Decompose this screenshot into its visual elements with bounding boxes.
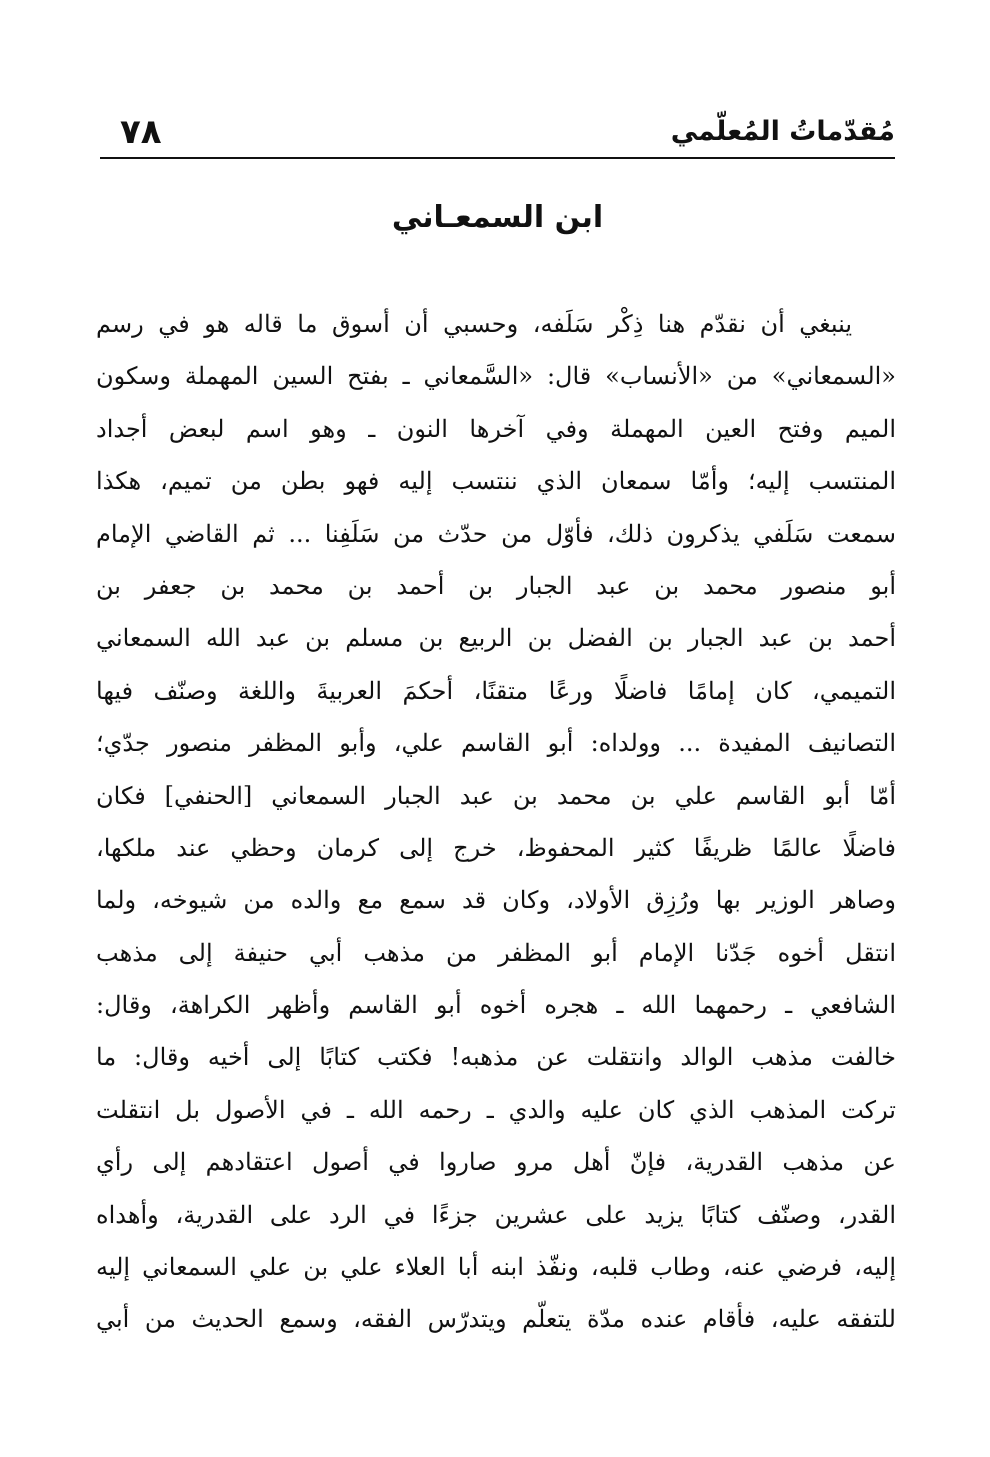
page-number: ٧٨ xyxy=(120,112,162,152)
text-line: أحمد بن عبد الجبار بن الفضل بن الربيع بن مسلم بن عبد الله السمعاني xyxy=(96,624,896,653)
text-line: سمعت سَلَفي يذكرون ذلك، فأوّل من حدّث من سَلَفِنا ... ثم القاضي الإمام xyxy=(96,519,896,548)
text-line: خالفت مذهب الوالد وانتقلت عن مذهبه! فكتب كتابًا إلى أخيه وقال: ما xyxy=(96,1043,896,1072)
text-line: التصانيف المفيدة ... وولداه: أبو القاسم علي، وأبو المظفر منصور جدّي؛ xyxy=(96,729,896,758)
text-line: «السمعاني» من «الأنساب» قال: «السَّمعاني ـ بفتح السين المهملة وسكون xyxy=(96,362,896,391)
text-line: الميم وفتح العين المهملة وفي آخرها النون ـ وهو اسم لبعض أجداد xyxy=(96,414,896,443)
body-text xyxy=(96,298,896,1346)
running-title: مُقدّماتُ المُعلّمي xyxy=(670,116,895,147)
text-line: أبو منصور محمد بن عبد الجبار بن أحمد بن محمد بن جعفر بن xyxy=(96,571,896,600)
text-line: فاضلًا عالمًا ظريفًا كثير المحفوظ، خرج إلى كرمان وحظي عند ملكها، xyxy=(96,833,896,862)
chapter-title: ابن السمعـاني xyxy=(391,200,604,235)
text-line: انتقل أخوه جَدّنا الإمام أبو المظفر من مذهب أبي حنيفة إلى مذهب xyxy=(96,938,896,967)
text-line: المنتسب إليه؛ وأمّا سمعان الذي ننتسب إليه فهو بطن من تميم، هكذا xyxy=(96,467,896,496)
text-line: للتفقه عليه، فأقام عنده مدّة يتعلّم ويتدرّس الفقه، وسمع الحديث من أبي xyxy=(96,1305,896,1334)
page-header xyxy=(100,110,895,158)
text-line: ينبغي أن نقدّم هنا ذِكْر سَلَفه، وحسبي أن أسوق ما قاله هو في رسم xyxy=(96,310,852,338)
text-line: القدر، وصنّف كتابًا يزيد على عشرين جزءًا في الرد على القدرية، وأهداه xyxy=(96,1200,896,1229)
text-line: إليه، فرضي عنه، وطاب قلبه، ونفّذ ابنه أبا العلاء علي بن علي السمعاني إليه xyxy=(96,1253,896,1282)
text-line: وصاهر الوزير بها ورُزِق الأولاد، وكان قد سمع مع والده من شيوخه، ولما xyxy=(96,886,896,915)
text-line: عن مذهب القدرية، فإنّ أهل مرو صاروا في أصول اعتقادهم إلى رأي xyxy=(96,1148,896,1177)
header-rule xyxy=(100,157,895,159)
text-line: التميمي، كان إمامًا فاضلًا ورعًا متقنًا، أحكمَ العربيةَ واللغة وصنّف فيها xyxy=(96,676,896,705)
text-line: الشافعي ـ رحمهما الله ـ هجره أخوه أبو القاسم وأظهر الكراهة، وقال: xyxy=(96,991,896,1020)
text-line: تركت المذهب الذي كان عليه والدي ـ رحمه الله ـ في الأصول بل انتقلت xyxy=(96,1095,896,1124)
text-line: أمّا أبو القاسم علي بن محمد بن عبد الجبار السمعاني [الحنفي] فكان xyxy=(96,781,896,810)
